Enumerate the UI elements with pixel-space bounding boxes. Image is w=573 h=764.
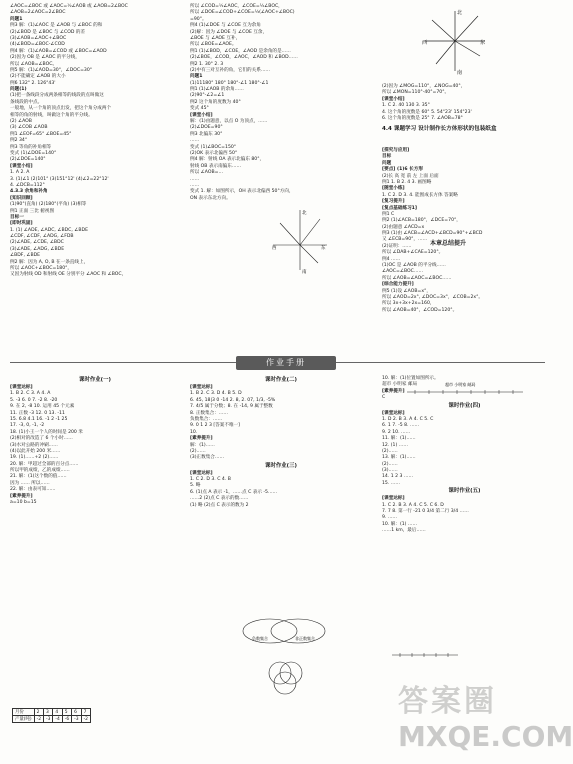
compass-south-label: 南 [457, 70, 463, 76]
chapter-summary-title: 本章总结提升 [430, 240, 467, 247]
text-line: 例4 (1)∠DOE 与 ∠COE 互为余角 [190, 23, 261, 29]
text-line: 目标一 [10, 214, 24, 220]
text-line: (2)OK 表示北偏西 50° [190, 150, 238, 156]
text-line: 所以 3x+3x+2x=160， [382, 301, 435, 307]
text-line: 目标 [382, 154, 392, 160]
text-line: 变式 (1)∠DOE=140° [10, 150, 57, 156]
text-line: 10. 解：(1)位置如图所示。 [382, 376, 439, 381]
number-line-points-label: 超市 小明家 邮局 [445, 382, 476, 387]
text-line: 所以 ∠DAB+∠CAE=120°。 [382, 250, 444, 256]
text-line: 例3 北偏东 30° [190, 131, 223, 137]
text-line: (2)解：因为 ∠DOE 与 ∠COE 互余， [190, 29, 268, 35]
text-line: (2)…… [382, 461, 398, 467]
text-line: [课堂小结] [10, 163, 33, 169]
text-line: [即时巩固] [10, 221, 33, 227]
text-line: 所以 ∠AOB=40°，∠COD=120°。 [382, 307, 458, 313]
text-line: 5. -3 6. 0 7. -2 8. -20 [10, 397, 58, 403]
text-line: [随堂小练] [382, 186, 405, 192]
text-line: 例3 解：(1)∠AOC 是 ∠AOB 与 ∠BOC 的和 [10, 23, 103, 29]
text-line: ∠CDF, ∠CDF, ∠ADG, ∠FDB [10, 234, 74, 240]
text-line: 所以 ∠AOB=∠BOC。 [10, 61, 58, 67]
text-line: 1. C 2. B 3. A 4. C 5. C 6. D [382, 502, 444, 508]
text-line: 相等的角的射线，叫做这个角的平分线。 [10, 112, 93, 118]
text-line: 课时作业(一) [79, 377, 111, 383]
text-line: 18. (1)小王一个人的时间是 200 米 [10, 429, 83, 435]
homework-banner [10, 356, 545, 370]
text-line: 21. 解：(1)这个数的值…… [10, 474, 67, 480]
text-line: 1. C 2. 40 130 3. 35° [382, 103, 430, 109]
text-line: 6. 这个角的度数是 25° 7. ∠AOB=78° [382, 115, 463, 121]
text-line: 条线段的中点。 [10, 99, 43, 105]
direction-diagram [270, 205, 330, 275]
table-cell: 3 [44, 709, 53, 716]
text-line: 所以 ∠AOD=2x°, ∠DOC=3x°，∠COB=2x°。 [382, 294, 484, 300]
text-line: 例5 解：(1)∠AOD=30°，∠DOC=30° [10, 67, 93, 73]
text-line: 问题1 [10, 16, 23, 22]
text-line: 一般地，从一个角的顶点出发，把这个角分成两个 [10, 106, 112, 112]
text-line: 例4 解：射线 OA 表示北偏东 80°， [190, 157, 265, 163]
text-line: 1. (1) ∠ADE, ∠ADC, ∠BDC, ∠BDE [10, 227, 89, 233]
venn-diagram-three-circles [265, 658, 305, 698]
text-line: (2)…… [382, 448, 398, 454]
text-line: 因为 …… 所以…… [10, 480, 50, 486]
text-line: 例4 解：(1)∠AOB=∠COD 或 ∠BOC=∠AOD [10, 48, 107, 54]
text-line: 课时作业(四) [448, 402, 481, 409]
table-cell: 2 [34, 709, 43, 716]
text-line: C [382, 395, 386, 401]
text-line: 变式 (1)∠BOC=150° [190, 144, 237, 150]
text-line: (2)不能确定 ∠AOB 的大小 [10, 74, 66, 80]
text-line: 9. 0 1 2 3 [答案不唯一] [190, 423, 240, 429]
compass-west-label: 西 [422, 40, 428, 46]
text-line: (3)水对公路的冲刷…… [10, 442, 58, 448]
text-line: ∠BDF, ∠BDE [10, 253, 41, 259]
text-line: 10. [190, 429, 198, 435]
venn-diagram-sets [240, 616, 330, 646]
text-line: 1. C 2. D 3. C 4. B [190, 477, 231, 483]
text-line: 所以甲的成绩，乙的成绩…… [10, 468, 70, 474]
text-line: 例1 C [382, 211, 395, 217]
text-line: (2)∠ADE, ∠CDE, ∠BDC [10, 240, 64, 246]
watermark-line-1: 答案圈 [398, 684, 497, 719]
text-line: (1)90°(直角) (2)180°(平角) (3)相等 [10, 202, 87, 208]
production-table [12, 708, 91, 723]
text-line: (2)90°-∠2=∠1 [190, 93, 225, 99]
text-line: 14. 1 2 3 …… [382, 474, 414, 480]
diagram2-south-label: 南 [302, 270, 307, 275]
text-line: 例2 1. 30° 2. 3 [190, 61, 224, 67]
text-line: 15. 6.8 4.1 16. -1 2 -1 25 [10, 416, 68, 422]
text-line: [探究与应用] [382, 148, 410, 153]
upper-column-3-top [382, 84, 547, 122]
text-line: 例1 (1)∠BOD，∠COE，∠AOD 是余角的是…… [190, 48, 291, 54]
text-line: (1)OC 是 ∠AOB 的平分线…… [382, 263, 446, 269]
text-line: [课堂达标] [10, 385, 33, 390]
text-line: 所以 ∠COD=½∠AOC，∠COE=½∠BOC， [190, 4, 283, 9]
section-4-4-title: 4.4 课题学习 设计制作长方体形状的包装纸盒 [382, 126, 497, 132]
table-cell: 5 [62, 709, 71, 716]
text-line: ……2 (2)点 C 表示的数…… [190, 496, 249, 502]
text-line: [课堂达标] [382, 410, 405, 416]
text-line: 问题 [382, 160, 392, 166]
text-line: =90°。 [190, 16, 207, 22]
text-line: 12. (1) …… [382, 442, 408, 448]
text-line: [复习提升] [382, 199, 405, 205]
watermark [398, 676, 573, 756]
text-line: 15. …… [382, 480, 400, 486]
text-line: 6. (1)点 A 表示 -1，……点 C 表示 -5…… [190, 489, 278, 495]
compass-east-label: 东 [480, 40, 486, 46]
text-line: (2)∠BOD 是 ∠BOC 与 ∠COD 的差 [10, 29, 86, 35]
text-line: 超市 小明家 邮局 [382, 382, 418, 388]
text-line: 所以 ∠AOB=… [190, 170, 224, 176]
text-line: ON 表示东北方向。 [190, 195, 231, 201]
text-line: 6. 45, 18|3 0 -14 2. 8, 2. 07, 1/3, -5% [190, 397, 276, 403]
text-line: (4)∠BOD=∠BOC-∠COD [10, 42, 65, 48]
text-line: (1) 略 (2)点 C 表示的数为 2 [190, 502, 249, 508]
text-line: 又因为射线 OD 和射线 OE 分别平分 ∠AOC 和 ∠BOC， [10, 272, 127, 278]
text-line: (2)由题意 ∠ACD=x [382, 224, 425, 230]
text-line: (3)∠ADE, ∠ADG, ∠BDE [10, 246, 65, 252]
text-line: 11. 解：(1)…… [382, 436, 416, 442]
text-line: 9. 2 10. …… [382, 429, 411, 435]
table-cell: 产量(吨) [13, 716, 35, 723]
text-line: 例3 (1)由 ∠ACB=∠ACD+∠BCD=90°+∠BCD [382, 231, 483, 237]
text-line: 课时作业(三) [265, 462, 297, 469]
text-line: ∠BOE 与 ∠AOE 互补， [190, 35, 241, 41]
compass-north-label: 北 [457, 10, 463, 16]
table-cell: -4 [53, 716, 62, 723]
text-line: 1. B 2. C 3. D 4. B 5. D [190, 391, 242, 397]
text-line: …… [190, 176, 200, 182]
text-line: [课堂小结] [382, 96, 405, 102]
text-line: 解：(1)由题意，以点 O 为顶点，…… [190, 119, 268, 125]
venn-mid-label: 非正数集合 [295, 636, 315, 641]
text-line: 4. 这个角的度数是 60° 5. 54°23' 154°23' [382, 109, 472, 115]
text-line: [课堂达标] [190, 470, 213, 476]
table-cell: 月份 [13, 709, 35, 716]
text-line: 7. 7 8. 第一行 -21 0 3/4 第二行 3/4 …… [382, 509, 469, 515]
text-line: 17. -3, 0, -1, -2 [10, 423, 45, 429]
table-cell: -2 [81, 716, 90, 723]
text-line: 例5 (1)设 ∠AOB=x°， [382, 288, 431, 294]
table-cell: 6 [72, 709, 81, 716]
table-cell: -3 [72, 716, 81, 723]
text-line: 课时作业(五) [448, 488, 481, 495]
text-line: (3)…… [382, 468, 398, 474]
text-line: 所以 ∠AOC+∠BOC=180°， [10, 266, 73, 272]
text-line: (1)把一条线段分成两条相等的线段的点叫做这 [10, 93, 104, 99]
section-4-4-title-box [382, 125, 547, 145]
text-line: 课时作业(二) [265, 377, 297, 383]
text-line: (4)以此开始 200 米…… [10, 448, 61, 454]
text-line: 8. 正数集合：…… [190, 410, 228, 416]
number-line-small [390, 648, 460, 662]
table-row [13, 716, 91, 723]
text-line: 6. 1 7. -5 8. …… [382, 423, 420, 429]
text-line: 4. ∠DCB=112° [10, 182, 45, 188]
venn-left-label: 负数集合 [252, 636, 268, 641]
table-cell: 7 [81, 709, 90, 716]
text-line: …… [190, 138, 200, 144]
text-line: 变式 1. 解：如图所示，OH 表示北偏西 50°方向， [190, 189, 294, 195]
text-line: 1. C 2. D 3. 4. 能围成长方体 答案略 [382, 192, 458, 198]
text-line: (3) ∠COB ∠AOB [10, 125, 48, 131]
text-line: (2)因为 ∠MOG=110°，∠NOG=40°， [382, 84, 466, 89]
text-line: (2)∠BOE，∠COD，∠AOC，∠AOD 和 ∠BOD…… [190, 55, 298, 61]
table-cell: -3 [44, 716, 53, 723]
text-line: 例2 解：因为 A, O, B 在一条直线上， [10, 259, 89, 265]
upper-column-2 [190, 4, 372, 354]
text-line: 例2 (1)∠ACB=180°，∠DCE=70°， [382, 218, 461, 224]
text-line: 所以 ∠MON=110°-40°=70°。 [382, 90, 450, 96]
text-line: 所以 ∠BOE=∠AOE。 [190, 42, 237, 48]
text-line: 10. 解：(1) …… [382, 521, 418, 527]
text-line: ……1 km，最后…… [382, 528, 426, 534]
text-line: 例1 正面 三比 俯视图 [10, 208, 55, 214]
text-line: [复点基础练习1] [382, 205, 417, 211]
banner-label: 作业手册 [236, 356, 336, 370]
text-line: ∠AOC=∠BOC…… [382, 269, 424, 275]
homework-column-1 [10, 376, 180, 764]
text-line: ∠AOC=∠BOC 或 ∠AOC=½∠AOB 或 ∠AOB=2∠BOC [10, 4, 128, 9]
text-line: (2)∠DOE=140° [10, 157, 46, 163]
table-cell: -6 [62, 716, 71, 723]
watermark-line-2: MXQE.COM [398, 720, 573, 753]
text-line: [素养提升] [10, 493, 33, 499]
table-header-row [13, 709, 91, 716]
diagram2-east-label: 东 [321, 246, 326, 251]
text-line: 例1 1. B 2. 4 3. 画图略 [382, 179, 432, 185]
text-line: 22. 解：由表可知…… [10, 487, 56, 493]
number-line-map [405, 380, 525, 400]
text-line: [要点] (1)6 长方形 [382, 167, 423, 173]
text-line: 射线 OB 表示南偏东…… [190, 163, 242, 169]
text-line: (3)正数集合…… [190, 455, 225, 461]
upper-column-1 [10, 4, 180, 354]
text-line: 例3 等角的补角相等 [10, 144, 52, 150]
text-line: [综合能力提升] [382, 282, 414, 288]
text-line: …… [190, 182, 200, 188]
text-line: 所以 ∠AOB=∠AOC=∠BOC…… [382, 275, 452, 281]
text-line: (2)中有三对互补的角，它们的关系…… [190, 67, 271, 73]
text-line: 19. (1)……+2 (2)…… [10, 455, 59, 461]
table-cell: -2 [34, 716, 43, 723]
text-line: (2)相对的改造了 6 个小时…… [10, 436, 73, 442]
upper-column-3 [382, 148, 547, 348]
diagram2-north-label: 北 [302, 211, 307, 216]
text-line: 例1 (1)∠AOB 的余角…… [190, 87, 244, 93]
text-line: 例1 ∠EOF=65° ∠BOE=45° [10, 131, 72, 137]
text-line: (2)长 高 宽 前 左 上面 后面 [382, 173, 439, 179]
text-line: 解：(1)…… [190, 442, 215, 448]
text-line: 问题1 [190, 74, 203, 80]
text-line: 20. 解：甲超过全部的百分点…… [10, 461, 79, 467]
text-line: (2)∠DOE=90° [190, 125, 223, 131]
text-line: 问题(1) [10, 87, 27, 93]
diagram2-west-label: 西 [272, 246, 277, 251]
text-line: 9. 在 2, -8 10. 运用 45 个元素 [10, 404, 75, 410]
text-line: 变式 45° [190, 106, 209, 112]
text-line: [课堂达标] [382, 496, 405, 502]
text-line: 5. 略 [190, 483, 201, 489]
text-line: 11. 正数 -3 12. 0 13. -11 [10, 410, 65, 416]
text-line: 1. D 2. B 3. A 4. C 5. C [382, 416, 434, 422]
text-line: (1)11180° 180° 180°-∠1 180°-∠1 [190, 80, 269, 86]
text-line: 例4 …… [382, 256, 401, 262]
text-line: (2)因为 OB 是 ∠AOC 的平分线， [10, 55, 80, 61]
text-line: 9. …… [382, 515, 398, 521]
compass-diagram [420, 6, 490, 76]
text-line: 又 ∠ECB=90°，…… [382, 237, 428, 243]
text-line: (3)∠AOB=∠AOC+∠BOC [10, 35, 67, 41]
table-cell: 4 [53, 709, 62, 716]
text-line: ∠AOB=2∠AOC=2∠BOC [10, 10, 66, 16]
text-line: 负数集合：…… [190, 416, 223, 422]
text-line: 1. B 2. C 3. A 4. A [10, 391, 51, 397]
text-line: 3. (1)∠1 (2)101° (3)151°12' (4)∠2=22°12' [10, 176, 109, 182]
text-line: 7. 4/5 属于分数；8. 在 -14, 9 属于整数 [190, 404, 273, 410]
text-line: 13. 解：(1)…… [382, 455, 416, 461]
text-line: 所以 ∠DOE=∠COD+∠COE=½(∠AOC+∠BOC) [190, 10, 295, 16]
text-line: (2) ∠AOB [10, 119, 32, 125]
text-line: [课堂达标] [190, 385, 213, 390]
text-line: a=10 b=15 [10, 500, 37, 506]
text-line: [素养提升] [382, 388, 405, 394]
text-line: [课堂小结] [190, 112, 213, 118]
text-line: [知识回顾] [10, 195, 33, 201]
text-line: (2)…… [190, 448, 206, 454]
text-line: 1. A 2. A [10, 170, 30, 176]
text-line: (2)证明：…… [382, 243, 412, 249]
text-line: 例2 34° [10, 138, 28, 144]
text-line: 例6 132° 2. 126°43' [10, 80, 56, 86]
text-line: 例2 这个角的度数为 40° [190, 99, 241, 105]
text-line: [素养提升] [190, 436, 213, 442]
homework-column-2 [190, 376, 372, 764]
text-line: 4.3.3 余角和补角 [10, 189, 48, 195]
